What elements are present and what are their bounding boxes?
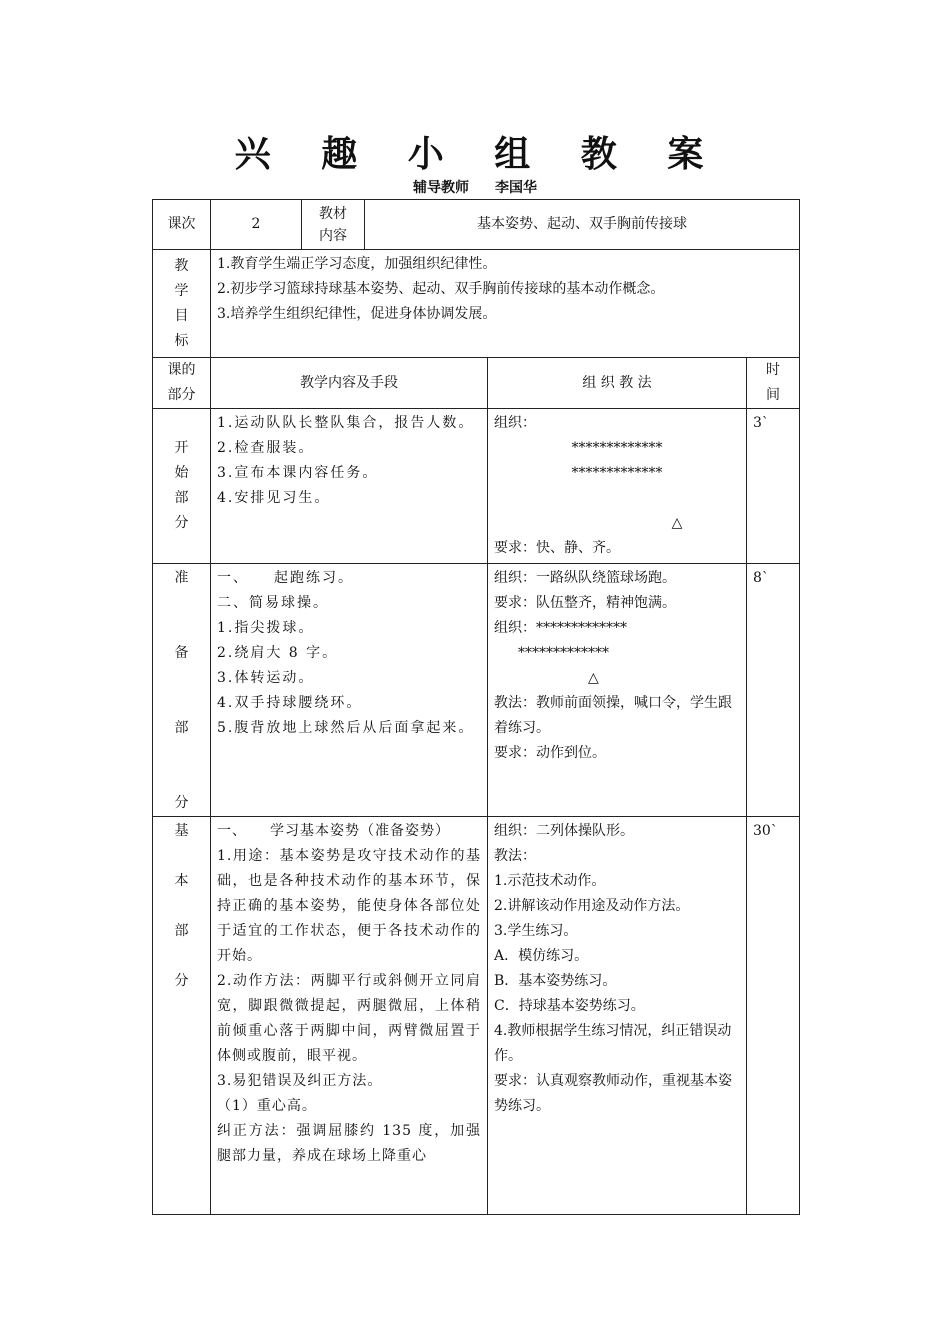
- prep-method-item: 要求：动作到位。: [494, 745, 606, 761]
- lesson-label: 课次: [153, 200, 211, 250]
- lesson-info-row: [153, 200, 800, 250]
- prep-label-char: 备: [174, 645, 189, 661]
- page-title: 兴 趣 小 组 教 案: [234, 134, 716, 175]
- prep-label-char: 分: [174, 795, 189, 811]
- tutor-line: [0, 177, 950, 197]
- prep-section-row: [153, 564, 800, 817]
- prep-label-char: 准: [174, 570, 189, 586]
- start-content-item: 2.检查服装。: [217, 440, 315, 456]
- prep-method: [488, 564, 747, 817]
- prep-method-item: 组织：*************: [494, 620, 627, 636]
- start-section-row: [153, 409, 800, 564]
- basic-method-item: 组织：二列体操队形。: [494, 823, 634, 839]
- formation-row: *************: [518, 645, 609, 661]
- goal-item: 2.初步学习篮球持球基本姿势、起动、双手胸前传接球的基本动作概念。: [217, 281, 665, 297]
- start-content: [211, 409, 488, 564]
- basic-content-item: 1.用途：基本姿势是攻守技术动作的基础，也是各种技术动作的基本环节，保持正确的基本姿势，能使身体各部位处于适宜的工作状态，便于各技术动作的开始。: [217, 848, 481, 964]
- col-part: [153, 358, 211, 409]
- teacher-position-marker: △: [588, 670, 599, 686]
- basic-label-char: 分: [174, 973, 189, 989]
- basic-label-char: 部: [174, 923, 189, 939]
- start-label-char: 分: [174, 515, 189, 531]
- goal-item: 3.培养学生组织纪律性，促进身体协调发展。: [217, 306, 497, 322]
- start-method-item: 组织：: [494, 415, 536, 431]
- formation-row: *************: [571, 465, 663, 481]
- col-part-1: 课的: [167, 362, 196, 378]
- prep-content-item: 4.双手持球腰绕环。: [217, 695, 363, 711]
- start-method-item: 要求：快、静、齐。: [494, 540, 620, 556]
- lesson-number: 2: [211, 200, 302, 250]
- goals-label-char: 教: [174, 257, 189, 274]
- prep-method-item: 教法：教师前面领操，喊口令，学生跟着练习。: [494, 695, 732, 736]
- material-label-1: 教材: [319, 205, 347, 222]
- basic-method-item: A．模仿练习。: [494, 948, 589, 964]
- goals-label-char: 学: [174, 282, 189, 299]
- basic-method-item: 教法：: [494, 848, 536, 864]
- basic-label: [153, 817, 211, 1215]
- start-content-item: 1.运动队队长整队集合，报告人数。: [217, 415, 475, 431]
- start-label-char: 部: [174, 490, 189, 506]
- prep-content-item: 5.腹背放地上球然后从后面拿起来。: [217, 720, 475, 736]
- start-content-item: 4.安排见习生。: [217, 490, 331, 506]
- col-time-1: 时: [766, 362, 780, 378]
- prep-method-item: 要求：队伍整齐，精神饱满。: [494, 595, 676, 611]
- col-content: 教学内容及手段: [211, 358, 488, 409]
- prep-content-item: 二、简易球操。: [217, 595, 329, 611]
- col-time-2: 间: [766, 387, 780, 403]
- prep-label-char: 部: [174, 720, 189, 736]
- basic-method-item: 3.学生练习。: [494, 923, 578, 939]
- col-time: [747, 358, 800, 409]
- teacher-position-marker: △: [671, 515, 683, 531]
- start-time: 3`: [747, 409, 800, 564]
- material-label-2: 内容: [319, 227, 347, 244]
- column-header-row: [153, 358, 800, 409]
- basic-method-item: 1.示范技术动作。: [494, 873, 606, 889]
- goals-row: [153, 250, 800, 358]
- basic-label-char: 本: [174, 873, 189, 889]
- prep-content: [211, 564, 488, 817]
- goals-label-char: 标: [174, 332, 189, 349]
- spacer-line: [494, 486, 740, 511]
- tutor-name: 李国华: [495, 180, 537, 196]
- start-method: [488, 409, 747, 564]
- formation-row: *************: [571, 440, 663, 456]
- prep-content-item: 3.体转运动。: [217, 670, 315, 686]
- goals-label: [153, 250, 211, 358]
- material-label: [302, 200, 365, 250]
- basic-time: 30`: [747, 817, 800, 1215]
- col-method: 组 织 教 法: [488, 358, 747, 409]
- start-label-char: 开: [174, 440, 189, 456]
- goals-label-char: 目: [174, 307, 189, 324]
- basic-method-item: 2.讲解该动作用途及动作方法。: [494, 898, 690, 914]
- basic-method-item: 4.教师根据学生练习情况，纠正错误动作。: [494, 1023, 732, 1064]
- prep-label: [153, 564, 211, 817]
- tutor-label: 辅导教师: [413, 180, 469, 196]
- basic-content-item: 纠正方法：强调屈膝约 135 度，加强腿部力量，养成在球场上降重心: [217, 1123, 481, 1164]
- goals-content: [211, 250, 800, 358]
- basic-content: [211, 817, 488, 1215]
- basic-method: [488, 817, 747, 1215]
- start-content-item: 3.宣布本课内容任务。: [217, 465, 379, 481]
- col-part-2: 部分: [167, 387, 196, 403]
- prep-method-item: 组织：一路纵队绕篮球场跑。: [494, 570, 676, 586]
- material-content: 基本姿势、起动、双手胸前传接球: [365, 200, 800, 250]
- start-label: [153, 409, 211, 564]
- basic-method-item: B．基本姿势练习。: [494, 973, 617, 989]
- basic-method-item: C．持球基本姿势练习。: [494, 998, 645, 1014]
- goal-item: 1.教育学生端正学习态度，加强组织纪律性。: [217, 256, 497, 272]
- prep-content-item: 1.指尖拨球。: [217, 620, 315, 636]
- start-label-char: 始: [174, 465, 189, 481]
- prep-content-item: 2.绕肩大 8 字。: [217, 645, 339, 661]
- lesson-plan-table: [152, 199, 800, 1215]
- basic-label-char: 基: [174, 823, 189, 839]
- prep-time: 8`: [747, 564, 800, 817]
- prep-content-item: 一、 起跑练习。: [217, 570, 354, 586]
- basic-method-item: 要求：认真观察教师动作，重视基本姿势练习。: [494, 1073, 732, 1114]
- basic-content-item: 3.易犯错误及纠正方法。: [217, 1073, 383, 1089]
- basic-section-row: [153, 817, 800, 1215]
- basic-content-item: 一、 学习基本姿势（准备姿势）: [217, 823, 450, 839]
- basic-content-item: （1）重心高。: [217, 1098, 317, 1114]
- basic-content-item: 2.动作方法：两脚平行或斜侧开立同肩宽，脚跟微微提起，两腿微屈，上体稍前倾重心落于两脚中间，两臂微屈置于体侧或腹前，眼平视。: [217, 973, 481, 1064]
